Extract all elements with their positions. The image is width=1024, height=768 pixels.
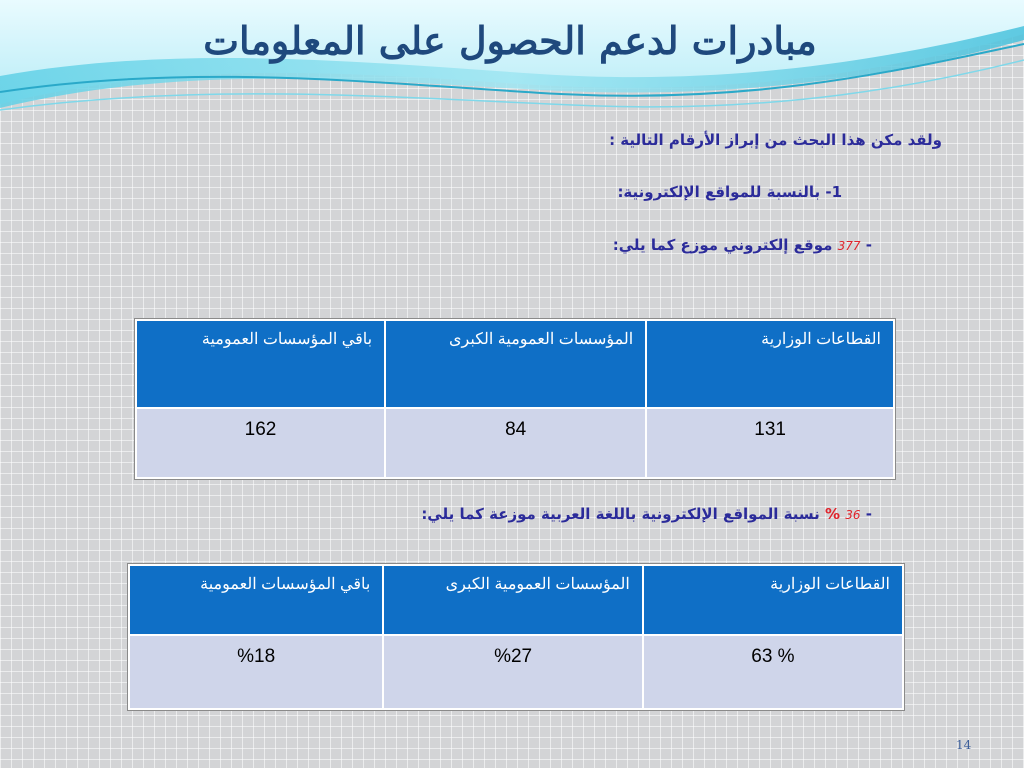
table-row <box>136 408 894 478</box>
value-ministerial-sectors: % 63 <box>643 635 903 709</box>
websites-table <box>135 319 895 479</box>
percent-sign: % <box>824 505 841 523</box>
table-header-row <box>136 320 894 408</box>
table-header-row <box>129 565 903 635</box>
arabic-share-number: 36 <box>845 508 861 522</box>
page-number: 14 <box>956 738 972 752</box>
value-other-public-institutions: 162 <box>136 408 385 478</box>
intro-text: ولقد مكن هذا البحث من إبراز الأرقام التالية : <box>609 131 942 149</box>
value-ministerial-sectors: 131 <box>646 408 894 478</box>
header-ministerial-sectors: القطاعات الوزارية <box>643 565 903 635</box>
arabic-share-text: نسبة المواقع الإلكترونية باللغة العربية موزعة كما يلي: <box>421 505 820 523</box>
list-item-website-count <box>613 236 872 254</box>
list-item-websites: 1- بالنسبة للمواقع الإلكترونية: <box>617 183 842 201</box>
dash-marker: - <box>865 505 872 523</box>
list-item-arabic-websites <box>421 505 872 523</box>
value-major-public-institutions: 84 <box>385 408 646 478</box>
arabic-share-table <box>128 564 904 710</box>
value-other-public-institutions: %18 <box>129 635 383 709</box>
slide-title: مبادرات لدعم الحصول على المعلومات <box>203 18 817 63</box>
header-other-public-institutions: باقي المؤسسات العمومية <box>129 565 383 635</box>
website-count-text: موقع إلكتروني موزع كما يلي: <box>612 236 833 254</box>
dash-marker: - <box>865 236 872 254</box>
header-other-public-institutions: باقي المؤسسات العمومية <box>136 320 385 408</box>
header-major-public-institutions: المؤسسات العمومية الكبرى <box>383 565 643 635</box>
website-count-number: 377 <box>837 239 861 253</box>
value-major-public-institutions: %27 <box>383 635 643 709</box>
header-major-public-institutions: المؤسسات العمومية الكبرى <box>385 320 646 408</box>
table-row <box>129 635 903 709</box>
header-ministerial-sectors: القطاعات الوزارية <box>646 320 894 408</box>
